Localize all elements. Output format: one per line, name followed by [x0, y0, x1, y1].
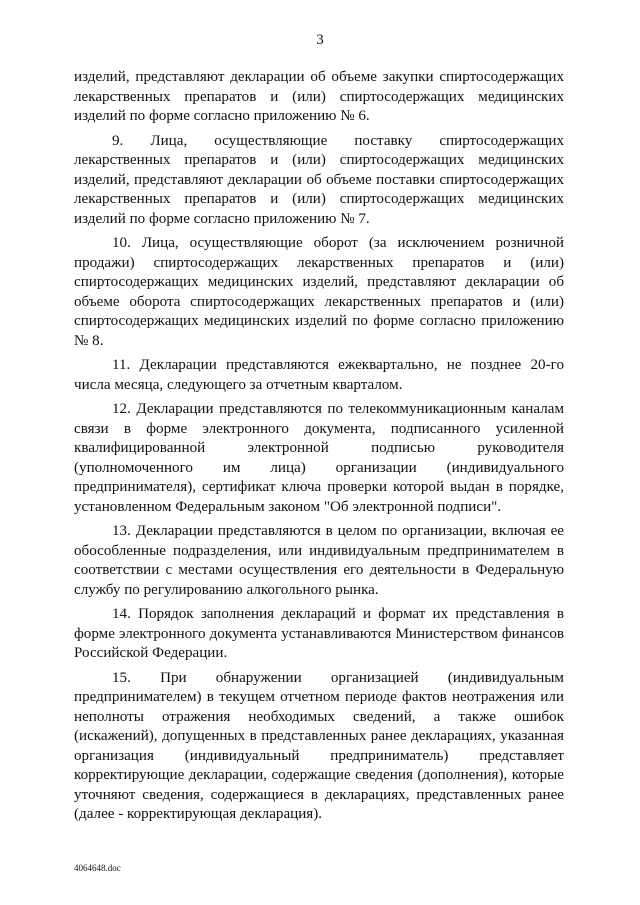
document-file-code: 4064648.doc — [74, 863, 121, 873]
page-number: 3 — [316, 32, 324, 48]
paragraph-10: 10. Лица, осуществляющие оборот (за исключением розничной продажи) спиртосодержащих лекарственных препаратов и (или) спиртосодержащих медицинских изделий, представляют декларации об объеме оборота спиртосодержащих лекарственных препаратов и (или) спиртосодержащих медицинских изделий по форме согласно приложению № 8. — [74, 235, 564, 349]
paragraph-13: 13. Декларации представляются в целом по организации, включая ее обособленные подразделения, или индивидуальным предпринимателем в соответствии с местами осуществления его деятельности в Федеральную службу по регулированию алкогольного рынка. — [74, 523, 564, 598]
document-body — [74, 68, 564, 830]
paragraph-11: 11. Декларации представляются ежеквартально, не позднее 20-го числа месяца, следующего за отчетным кварталом. — [74, 357, 564, 393]
paragraph-12: 12. Декларации представляются по телекоммуникационным каналам связи в форме электронного документа, подписанного усиленной квалифицированной электронной подписью руководителя (уполномоченного им лица) организации (индивидуального предпринимателя), сертификат ключа проверки которой выдан в порядке, установленном Федеральным законом "Об электронной подписи". — [74, 401, 564, 515]
paragraph-15: 15. При обнаружении организацией (индивидуальным предпринимателем) в текущем отчетном периоде фактов неотражения или неполноты отражения необходимых сведений, а также ошибок (искажений), допущенных в представленных ранее декларациях, указанная организация (индивидуальный предприниматель) представляет корректирующие декларации, содержащие сведения (дополнения), которые уточняют сведения, содержащиеся в декларациях, представленных ранее (далее - корректирующая декларация). — [74, 669, 564, 822]
paragraph-9: 9. Лица, осуществляющие поставку спиртосодержащих лекарственных препаратов и (или) спиртосодержащих медицинских изделий, представляют декларации об объеме поставки спиртосодержащих лекарственных препаратов и (или) спиртосодержащих медицинских изделий по форме согласно приложению № 7. — [74, 132, 564, 227]
paragraph-14: 14. Порядок заполнения деклараций и формат их представления в форме электронного документа устанавливаются Министерством финансов Российской Федерации. — [74, 606, 564, 661]
paragraph-continuation: изделий, представляют декларации об объеме закупки спиртосодержащих лекарственных препаратов и (или) спиртосодержащих медицинских изделий по форме согласно приложению № 6. — [74, 69, 564, 124]
